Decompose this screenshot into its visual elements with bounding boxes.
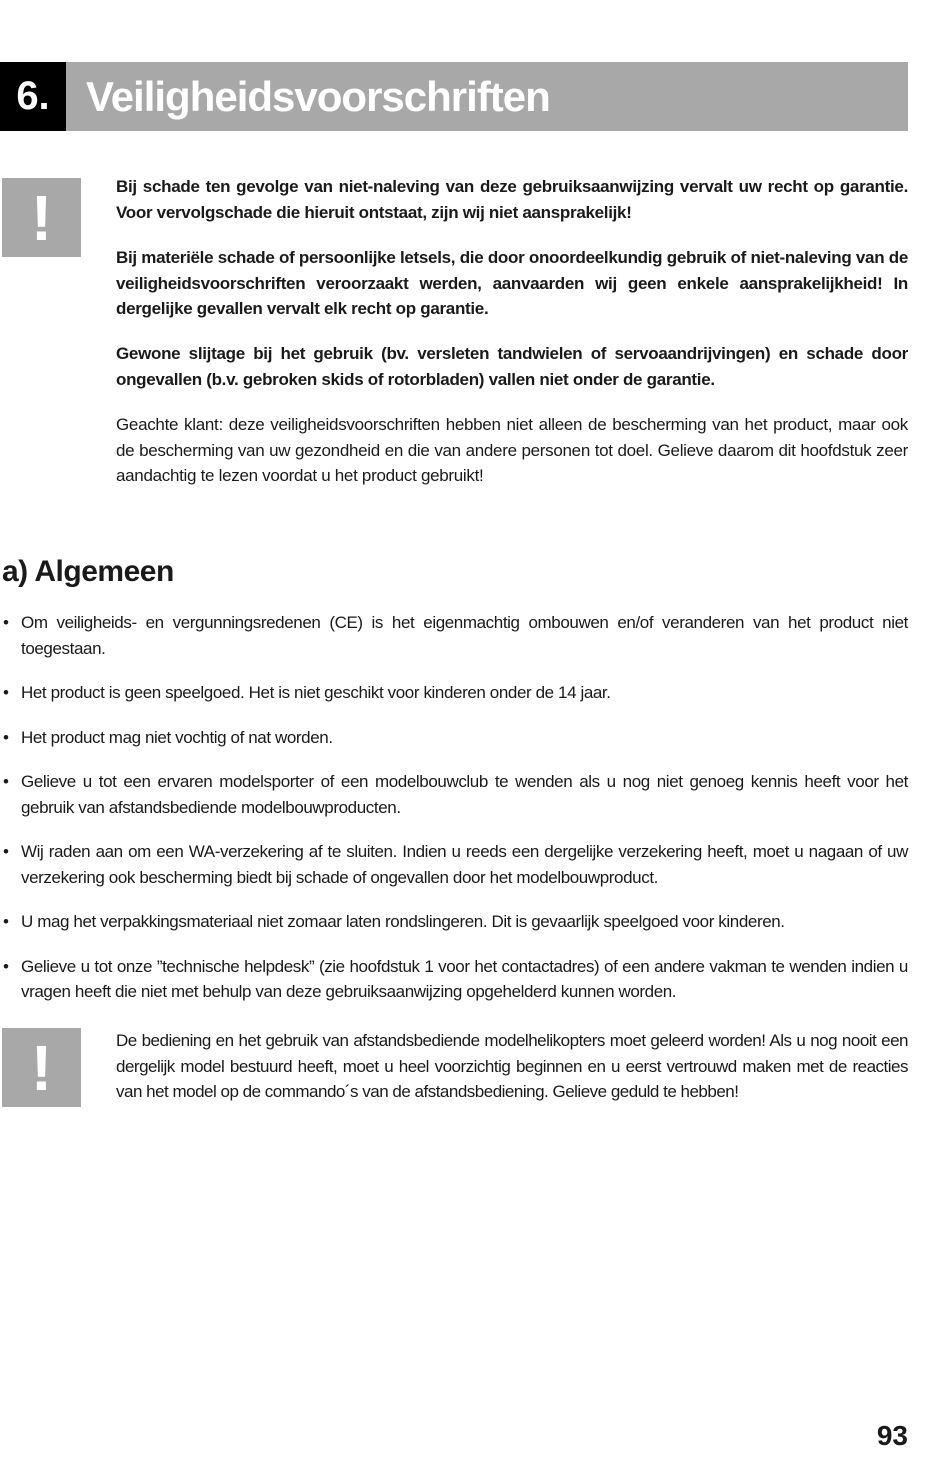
bullet-icon: • <box>3 842 9 861</box>
list-item-text: Het product mag niet vochtig of nat worden. <box>21 727 333 747</box>
list-item <box>0 909 908 935</box>
bullet-icon: • <box>3 956 9 976</box>
chapter-title: Veiligheidsvoorschriften <box>86 73 550 120</box>
list-item-text: Om veiligheids- en vergunningsredenen (CE) is het eigenmachtig ombouwen en/of veranderen van het product niet toegestaan. <box>21 613 908 658</box>
page-number: 93 <box>876 1420 908 1451</box>
intro-paragraph-wear: Gewone slijtage bij het gebruik (bv. versleten tandwielen of servoaandrijvingen) en schade door ongevallen (b.v. gebroken skids of rotorbladen) vallen niet onder de garantie. <box>116 344 908 389</box>
warning-icon: ! <box>2 1028 81 1107</box>
bullet-icon: • <box>3 613 9 632</box>
warning-icon: ! <box>2 178 81 257</box>
list-item <box>0 954 908 1005</box>
list-item <box>0 680 908 706</box>
bullet-icon: • <box>3 772 9 791</box>
bullet-icon: • <box>3 727 9 747</box>
list-item-text: Gelieve u tot een ervaren modelsporter of een modelbouwclub te wenden als u nog niet genoeg kennis heeft voor het gebruik van afstandsbediende modelbouwproducten. <box>21 772 908 817</box>
list-item-text: Wij raden aan om een WA-verzekering af te sluiten. Indien u reeds een dergelijke verzekering heeft, moet u nagaan of uw verzekering ook bescherming biedt bij schade of ongevallen door het modelbouwproduct. <box>21 842 908 887</box>
list-item <box>0 769 908 820</box>
list-item <box>0 725 908 751</box>
intro-paragraph-warranty: Bij schade ten gevolge van niet-naleving van deze gebruiksaanwijzing vervalt uw recht op garantie. Voor vervolgschade die hieruit ontstaat, zijn wij niet aansprakelijk! <box>116 177 908 222</box>
warning-note: De bediening en het gebruik van afstandsbediende modelhelikopters moet geleerd worden! Als u nog nooit een dergelijk model bestuurd heeft, moet u heel voorzichtig beginnen en u eerst vertrouwd maken met de reacties van het model op de commando´s van de afstandsbediening. Gelieve geduld te hebben! <box>116 1031 908 1101</box>
bullet-icon: • <box>3 683 9 702</box>
chapter-header <box>0 62 908 131</box>
list-item <box>0 610 908 661</box>
intro-paragraph-liability: Bij materiële schade of persoonlijke letsels, die door onoordeelkundig gebruik of niet-naleving van de veiligheidsvoorschriften veroorzaakt werden, aanvaarden wij geen enkele aansprakelijkheid! In dergelijke gevallen vervalt elk recht op garantie. <box>116 248 908 318</box>
list-item <box>0 839 908 890</box>
list-item-text: Gelieve u tot onze ”technische helpdesk” (zie hoofdstuk 1 voor het contactadres) of een andere vakman te wenden indien u vragen heeft die niet met behulp van deze gebruiksaanwijzing opgehelderd kunnen worden. <box>21 956 908 1001</box>
list-item-text: Het product is geen speelgoed. Het is niet geschikt voor kinderen onder de 14 jaar. <box>21 683 611 702</box>
intro-paragraph-customer: Geachte klant: deze veiligheidsvoorschriften hebben niet alleen de bescherming van het product, maar ook de bescherming van uw gezondheid en die van andere personen tot doel. Gelieve daarom dit hoofdstuk zeer aandachtig te lezen voordat u het product gebruikt! <box>116 415 908 485</box>
section-heading-algemeen: a) Algemeen <box>2 555 174 588</box>
list-item-text: U mag het verpakkingsmateriaal niet zomaar laten rondslingeren. Dit is gevaarlijk speelgoed voor kinderen. <box>21 912 785 931</box>
general-safety-list <box>0 610 908 1024</box>
chapter-number: 6. <box>0 62 66 131</box>
bullet-icon: • <box>3 912 9 931</box>
